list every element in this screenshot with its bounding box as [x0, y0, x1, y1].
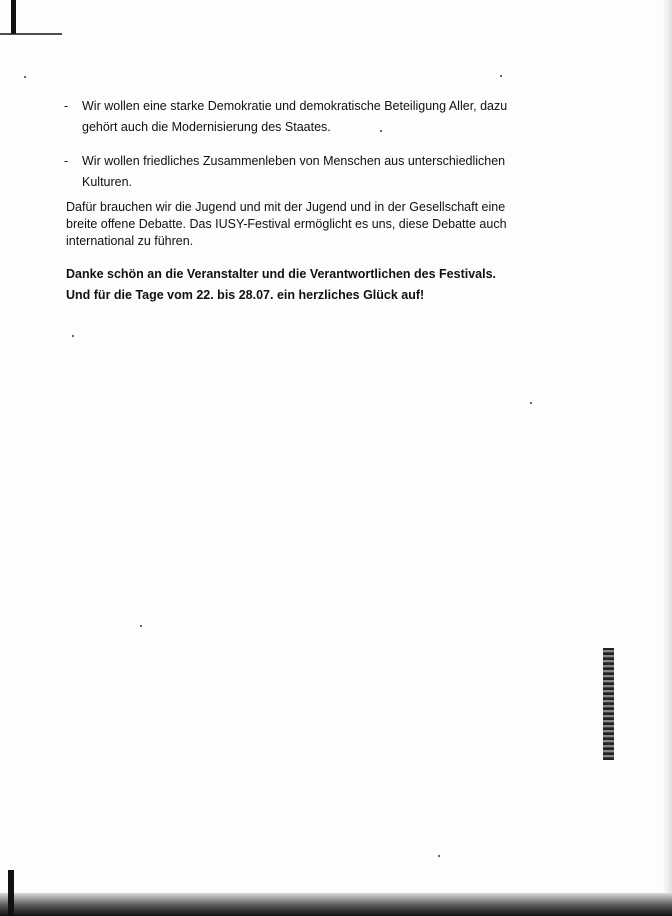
scan-mark-top-left: [11, 0, 16, 34]
body-paragraph: [66, 199, 516, 250]
paragraph-line: breite offene Debatte. Das IUSY-Festival ermöglicht es uns, diese Debatte auch: [66, 217, 507, 231]
scan-strip-right: [603, 648, 614, 760]
scan-speck: [500, 75, 502, 77]
bullet-text-line: Wir wollen eine starke Demokratie und demokratische Beteiligung Aller, dazu: [82, 99, 508, 113]
scan-speck: [72, 335, 74, 337]
bullet-text-line: gehört auch die Modernisierung des Staates.: [82, 120, 331, 134]
scan-speck: [530, 402, 532, 404]
bullet-text-line: Kulturen.: [82, 175, 133, 189]
bullet-text-line: Wir wollen friedliches Zusammenleben von Menschen aus unterschiedlichen: [82, 154, 506, 168]
paragraph-line: Dafür brauchen wir die Jugend und mit der Jugend und in der Gesellschaft eine: [66, 200, 506, 214]
scan-shadow-right-edge: [662, 0, 672, 916]
scan-line-top-left: [0, 33, 62, 35]
bullet-item: [64, 96, 514, 138]
bullet-marker: -: [64, 154, 69, 168]
closing-line: Danke schön an die Veranstalter und die Verantwortlichen des Festivals.: [66, 267, 497, 281]
closing-line: Und für die Tage vom 22. bis 28.07. ein herzliches Glück auf!: [66, 288, 425, 302]
bullet-marker: -: [64, 99, 69, 113]
scan-speck: [438, 855, 440, 857]
scan-speck: [140, 625, 142, 627]
scan-speck: [24, 76, 26, 78]
closing-statement: [66, 264, 516, 306]
bullet-list: [64, 96, 514, 206]
paragraph-line: international zu führen.: [66, 234, 194, 248]
scan-band-bottom: [0, 893, 672, 916]
scan-mark-bottom-left: [8, 870, 14, 916]
bullet-item: [64, 151, 514, 193]
